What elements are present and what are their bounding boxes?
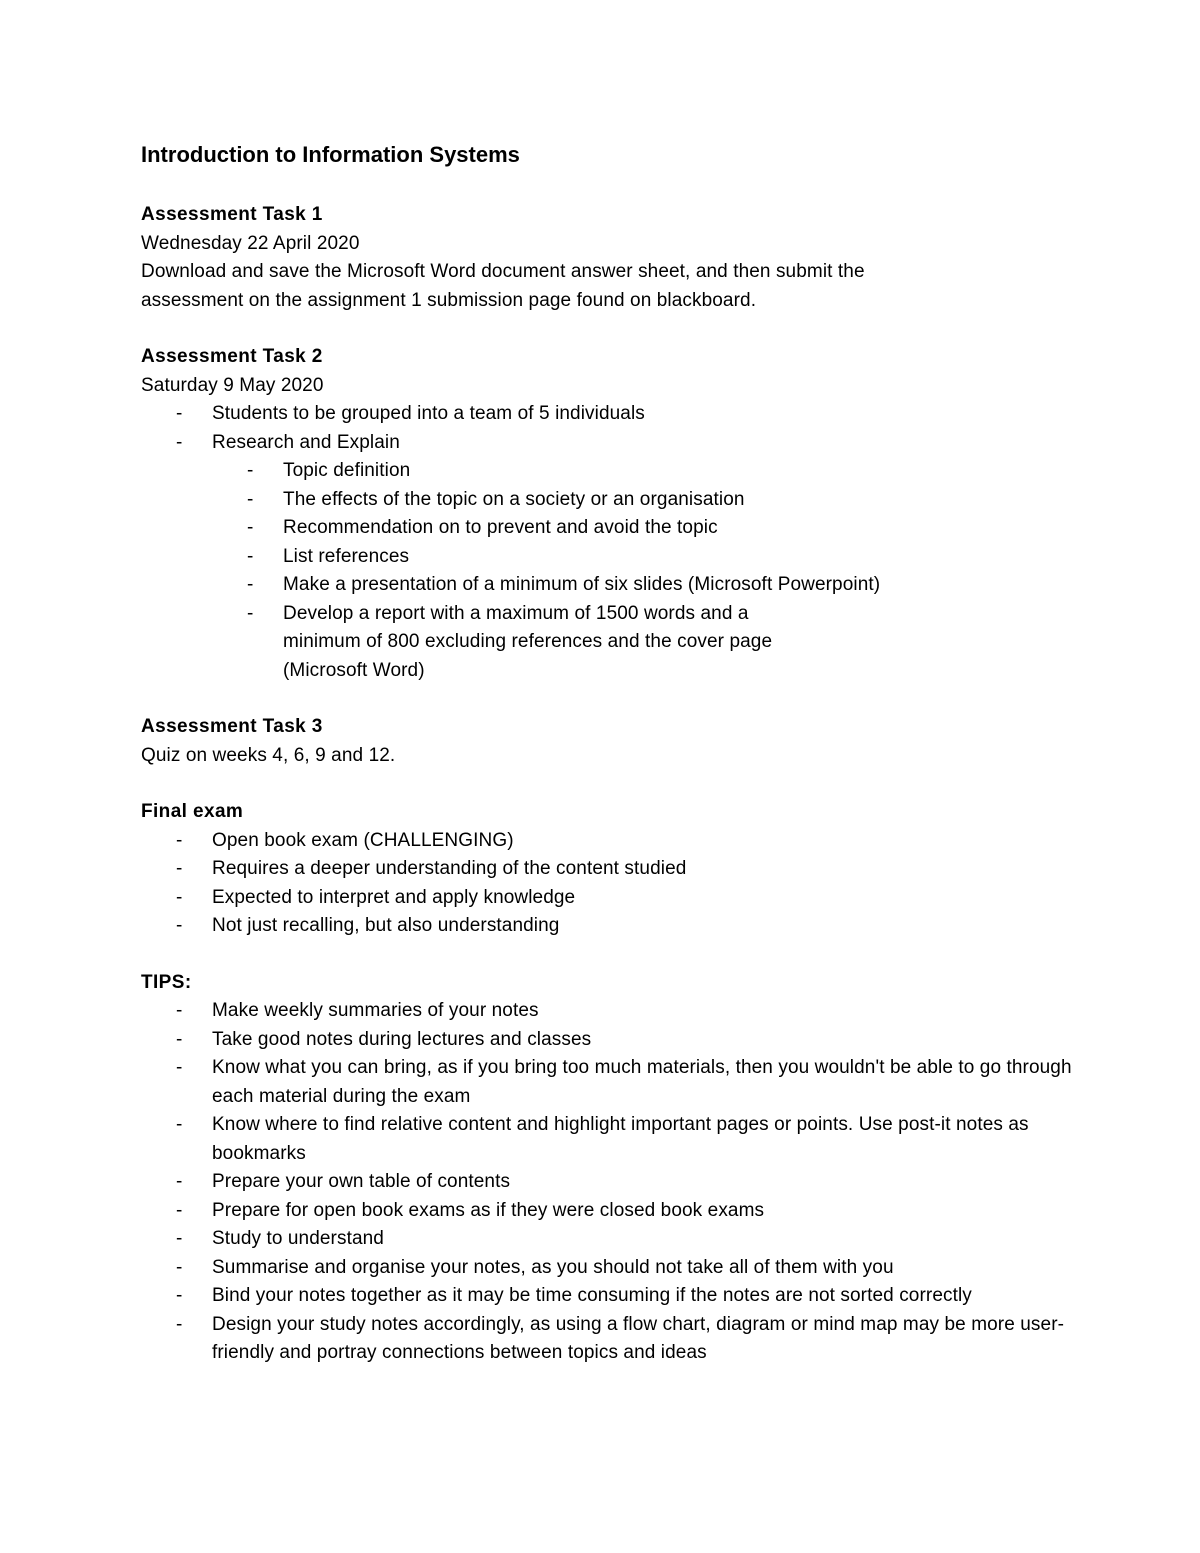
list-item-text: Requires a deeper understanding of the content studied	[212, 858, 687, 879]
task2-date: Saturday 9 May 2020	[141, 374, 324, 396]
dash-bullet: -	[176, 1199, 183, 1221]
final-exam-section	[141, 798, 1081, 941]
list-item	[141, 600, 1081, 686]
dash-bullet: -	[176, 1228, 183, 1249]
dash-bullet: -	[176, 431, 183, 453]
list-item	[141, 1254, 1081, 1283]
task2-sublist	[141, 457, 1081, 685]
list-item	[141, 884, 1081, 913]
task1-section	[141, 201, 1081, 315]
list-item-text: The effects of the topic on a society or an organisation	[283, 488, 745, 510]
list-item-text: Make weekly summaries of your notes	[212, 1000, 539, 1021]
list-item-text: List references	[283, 545, 410, 567]
list-item-text: Not just recalling, but also understanding	[212, 915, 560, 936]
document-page	[141, 140, 1081, 1368]
list-item	[141, 1026, 1081, 1055]
list-item	[141, 912, 1081, 941]
dash-bullet: -	[247, 602, 254, 624]
list-item	[141, 429, 1081, 458]
dash-bullet: -	[176, 403, 183, 424]
dash-bullet: -	[176, 1256, 183, 1278]
tips-heading: TIPS:	[141, 971, 192, 993]
list-item-text: Expected to interpret and apply knowledge	[212, 886, 576, 908]
list-item-text: Open book exam (CHALLENGING)	[212, 829, 514, 851]
list-item	[141, 1111, 1081, 1168]
list-item-text: Design your study notes accordingly, as using a flow chart, diagram or mind map may be more user-friendly and portray connections between topics and ideas	[212, 1313, 1065, 1363]
dash-bullet: -	[176, 1028, 183, 1050]
list-item-text: Make a presentation of a minimum of six slides (Microsoft Powerpoint)	[283, 574, 881, 595]
list-item-text: Study to understand	[212, 1228, 384, 1249]
dash-bullet: -	[176, 1057, 183, 1078]
task1-date: Wednesday 22 April 2020	[141, 232, 360, 254]
task2-list	[141, 400, 1081, 457]
list-item-text: Recommendation on to prevent and avoid the topic	[283, 517, 718, 538]
dash-bullet: -	[247, 488, 254, 510]
list-item	[141, 486, 1081, 515]
list-item	[141, 514, 1081, 543]
list-item-text: Topic definition	[283, 460, 411, 481]
tips-section	[141, 969, 1081, 1368]
task1-heading: Assessment Task 1	[141, 204, 323, 225]
task2-section	[141, 343, 1081, 685]
dash-bullet: -	[247, 545, 254, 567]
list-item-text: Develop a report with a maximum of 1500 words and a minimum of 800 excluding references and the cover page (Microsoft Word)	[283, 602, 773, 681]
list-item	[141, 400, 1081, 429]
tips-list	[141, 997, 1081, 1368]
final-exam-list	[141, 827, 1081, 941]
task1-description-line2: assessment on the assignment 1 submission page found on blackboard.	[141, 289, 757, 311]
dash-bullet: -	[176, 1114, 183, 1135]
dash-bullet: -	[176, 1285, 183, 1306]
list-item	[141, 1168, 1081, 1197]
list-item-text: Know what you can bring, as if you bring too much materials, then you wouldn't be able to go through each material during the exam	[212, 1057, 1072, 1107]
document-title: Introduction to Information Systems	[141, 142, 520, 167]
task3-section	[141, 713, 1081, 770]
task3-heading: Assessment Task 3	[141, 716, 323, 737]
list-item-text: Prepare your own table of contents	[212, 1171, 511, 1192]
dash-bullet: -	[176, 858, 183, 879]
list-item-text: Summarise and organise your notes, as you should not take all of them with you	[212, 1256, 894, 1278]
dash-bullet: -	[247, 460, 254, 481]
dash-bullet: -	[176, 829, 183, 851]
dash-bullet: -	[176, 1171, 183, 1192]
list-item	[141, 1282, 1081, 1311]
list-item-text: Research and Explain	[212, 431, 400, 453]
task3-description: Quiz on weeks 4, 6, 9 and 12.	[141, 744, 396, 766]
list-item	[141, 1054, 1081, 1111]
list-item	[141, 855, 1081, 884]
task1-description-line1: Download and save the Microsoft Word document answer sheet, and then submit the	[141, 261, 865, 282]
list-item-text: Students to be grouped into a team of 5 individuals	[212, 403, 645, 424]
list-item	[141, 1197, 1081, 1226]
dash-bullet: -	[176, 915, 183, 936]
task2-heading: Assessment Task 2	[141, 346, 323, 367]
list-item	[141, 997, 1081, 1026]
list-item	[141, 827, 1081, 856]
list-item	[141, 1311, 1081, 1368]
list-item	[141, 1225, 1081, 1254]
list-item	[141, 571, 1081, 600]
dash-bullet: -	[176, 886, 183, 908]
dash-bullet: -	[247, 517, 254, 538]
dash-bullet: -	[176, 1313, 183, 1335]
list-item-text: Bind your notes together as it may be time consuming if the notes are not sorted correctly	[212, 1285, 972, 1306]
dash-bullet: -	[247, 574, 254, 595]
list-item-text: Take good notes during lectures and classes	[212, 1028, 592, 1050]
list-item-text: Prepare for open book exams as if they were closed book exams	[212, 1199, 765, 1221]
list-item-text: Know where to find relative content and highlight important pages or points. Use post-it notes as bookmarks	[212, 1114, 1029, 1164]
list-item	[141, 543, 1081, 572]
final-exam-heading: Final exam	[141, 801, 244, 822]
list-item	[141, 457, 1081, 486]
dash-bullet: -	[176, 1000, 183, 1021]
